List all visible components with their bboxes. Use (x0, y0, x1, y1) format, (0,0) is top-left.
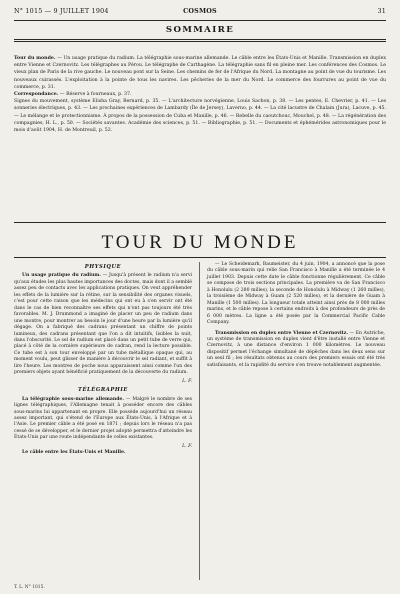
issue-date: N° 1015 — 9 JUILLET 1904 (14, 7, 109, 15)
sommaire-articles-paragraph: Signes du mouvement, système Elisha Gray, Bernard, p. 35. — L'architecture norvégienne, Louis Sachon, p. 38. — Les pentes, E. Chevrier, p. 41. — Les sonneries électriques, p. 43. — Les prochaines expériences de Lambardy (Île de Jersey), Laverno, p. 44. — La cité lacustre de Chalain (Jura), Lacuve, p. 45. — Le mélange et le protectionnisme. À propos de la possession de Cuba et Manille, p. 46. — Rebelle du caoutchouc, Mouchel, p. 48. — La régénération des compagnies, H. L., p. 50. — Sociétés savantes. Académie des sciences, p. 51. — Bibliographie, p. 51. — Documents et éphémérides astronomiques pour le mois d'août 1904, H. de Montreuil, p. 52. (14, 99, 386, 134)
tour-rule (14, 257, 386, 258)
radium-article (14, 273, 192, 376)
right-column (207, 262, 385, 369)
radium-text: — Jusqu'à présent le radium n'a servi qu'aux études les plus hautes importances des doctes, mais dont il a semblé assez peu de contacts avec les applications pratiques. On veut appréhender les effets de la lumière sur la rétine, sur la sensibilité des organes visuels, c'est pour cette raison que les médecins qui ont eu à s'en servir ont été dans le cas de bien reconnaître ses effets qui n'ont pas toujours été très favorables. M. J. Drummond a imaginé de placer un peu de radium dans une montre, pour montrer au besoin le jour d'une heure par la lumière qu'il dégage. On a fabriqué des cadrans présentant un chiffre de points lumineux, des cadrans présentant que l'on a dit intuitifs, lisibles la nuit, dans l'obscurité. Le sel de radium est placé dans un petit tube de verre qui, placé à côté de la cornière supérieure de cadran, rend la lecture possible. Ce tube est à son tour enveloppé par un tube métallique opaque qui, au moment voulu, peut glisser de manière à découvrir le sel radiant, et suffit à lire l'heure. Les montres de poche nous apparaissent ainsi comme l'un des premiers objets ayant bénéficié pratiquement de la découverte du radium. (14, 273, 193, 376)
physique-heading: PHYSIQUE (84, 264, 122, 270)
duplex-text: — En Autriche, un système de transmission en duplex vient d'être installé entre Vienne et Czernovitz, à une distance d'environ 1 000 kilomètres. Le nouveau dispositif permet l'échange simultané de dépêches dans les deux sens sur un seul fil ; les résultats obtenus au cours des premiers essais ont été très satisfaisants, et la rapidité du service s'en trouve notablement augmentée. (207, 330, 385, 368)
manille-article-text: — Le Scheidemark, Baumeister, du 4 juin, 1904, a annoncé que la pose du câble sous-marin qui relie San Francisco à Manille a été terminée le 4 juillet 1903. Depuis cette date le câble fonctionne régulièrement. Ce câble se compose de trois sections principales. La première va de San Francisco à Honolulu (2 280 milles), la seconde de Honolulu à Midway (1 260 milles), la troisième de Midway à Guam (2 520 milles), et la dernière de Guam à Manille (1 500 milles). La longueur totale atteint ainsi près de 8 000 milles marins, et le câble repose à certains endroits à des profondeurs de près de 6 000 mètres. La ligne a été posée par la Commercial Pacific Cable Company. (207, 262, 385, 326)
sommaire-tour-text: — Un usage pratique du radium. La télégraphie sous-marine allemande. Le câble entre les États-Unis et Manille. Transmission en duplex entre Vienne et Czernovitz. Les télégraphes au Pérou. Le télégraphe de Carthagène. La télégraphie sans fil en pleine mer. Les conférences des Cosmos. Le vieux plan de Paris de la rive gauche. Le nouveau pont sur la Seine. Les chemins de fer de l'Afrique du Nord. La montagne au point de vue du tourisme. Les nouveaux cuirassés. L'exploitation à la pointe de tous les navires. Les pêcheries de la mer du Nord. Le commerce des fourrures au point de vue du commerce, p. 31. (14, 56, 386, 90)
left-column (14, 262, 192, 457)
header-rule (14, 20, 386, 21)
section-rule (14, 222, 386, 223)
sommaire-title: SOMMAIRE (165, 25, 235, 35)
radium-signature: L. F. (182, 378, 192, 384)
sommaire-tour-paragraph (14, 55, 386, 91)
duplex-article (207, 331, 385, 370)
radium-title: Un usage pratique du radium. (22, 273, 101, 279)
sommaire-rule-top (14, 39, 386, 40)
tsm-text: — Malgré le nombre de ses lignes télégraphiques, l'Allemagne tenait à posséder encore des câbles sous-marins lui appartenant en propre. Elle possède aujourd'hui un réseau assez important, qui s'étend de l'Europe aux États-Unis, à l'Afrique et à l'Asie. Le premier câble a été posé en 1871 ; depuis lors le réseau n'a pas cessé de se développer, et le dernier projet adopté permettra d'atteindre les États-Unis par une route indépendante de celles existantes. (14, 396, 193, 441)
page-footer: T. L. N° 1015. (14, 585, 45, 590)
manille-title: Le câble entre les États-Unis et Manille. (22, 450, 126, 456)
sommaire-corr-label: Correspondance. (14, 92, 59, 98)
tsm-article (14, 397, 192, 442)
sommaire-body (14, 55, 386, 134)
telegraphie-heading: TÉLÉGRAPHIE (78, 387, 128, 394)
sommaire-corr-paragraph (14, 91, 386, 98)
tsm-title: La télégraphie sous-marine allemande. (22, 396, 124, 402)
journal-name: COSMOS (183, 7, 217, 15)
sommaire-tour-label: Tour du monde. (14, 56, 56, 61)
running-header (14, 7, 386, 19)
tsm-signature: L. F. (182, 443, 192, 449)
duplex-title: Transmission en duplex entre Vienne et Czernovitz. (215, 330, 349, 336)
sommaire-corr-text: — Réserve à fourneaux, p. 37. (59, 92, 132, 98)
tour-du-monde-title: TOUR DU MONDE (101, 232, 299, 253)
manille-article-start (14, 450, 192, 456)
page-number: 31 (377, 7, 386, 15)
sommaire-rule-top-double (14, 41, 386, 42)
column-divider (199, 262, 200, 580)
